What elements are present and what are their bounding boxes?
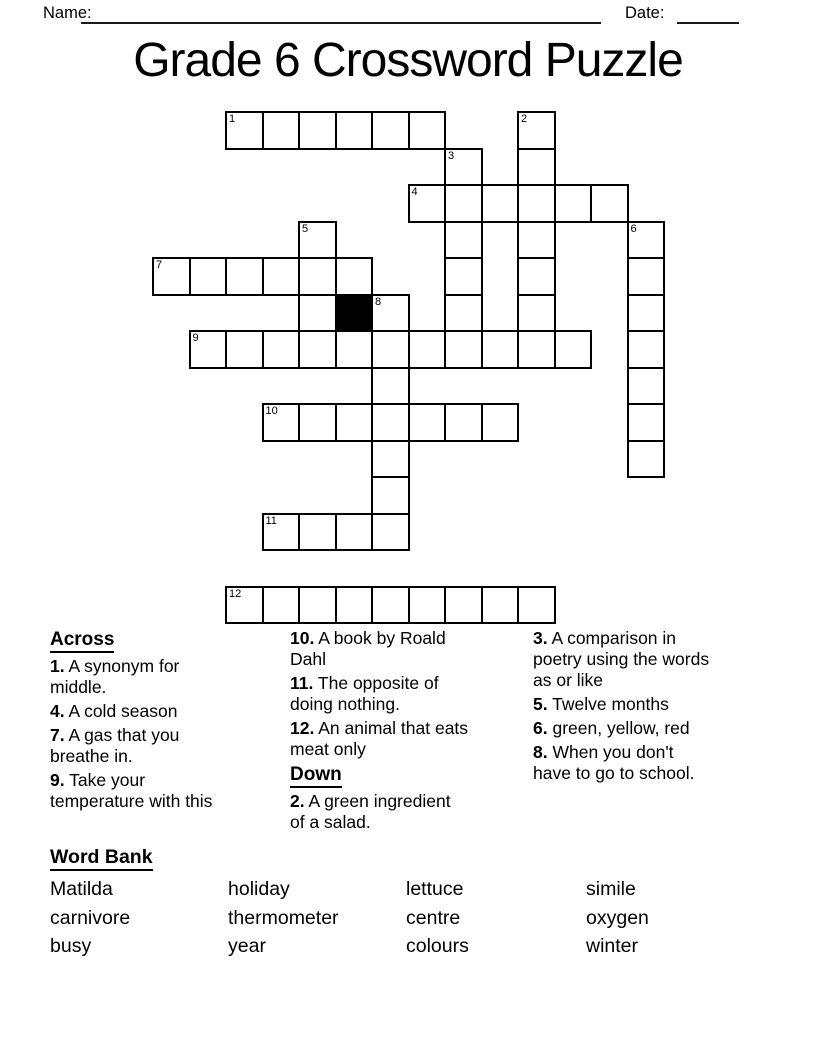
date-blank-line[interactable] [677, 0, 739, 24]
grid-cell[interactable] [627, 330, 666, 369]
grid-cell[interactable] [262, 403, 301, 442]
clue-1: 1. A synonym for middle. [50, 656, 180, 697]
word-bank-heading-text: Word Bank [50, 846, 153, 871]
clue-8: 8. When you don't have to go to school. [533, 742, 695, 783]
grid-cell[interactable] [298, 111, 337, 150]
page-title: Grade 6 Crossword Puzzle [133, 34, 683, 87]
clues-heading-across: Across [50, 628, 286, 651]
clue-11: 11. The opposite of doing nothing. [290, 673, 439, 714]
grid-cell[interactable] [517, 221, 556, 260]
clue-7: 7. A gas that you breathe in. [50, 725, 180, 766]
date-label: Date: [625, 4, 665, 22]
grid-cell[interactable] [627, 367, 666, 406]
grid-cell[interactable] [371, 403, 410, 442]
grid-cell[interactable] [408, 184, 447, 223]
grid-cell[interactable] [444, 221, 483, 260]
clues-column-2 [290, 628, 536, 836]
clue-5: 5. Twelve months [533, 694, 669, 714]
grid-cell[interactable] [298, 586, 337, 625]
word-bank-word: winter [586, 935, 639, 957]
grid-cell[interactable] [408, 111, 447, 150]
cell-number: 10 [265, 405, 278, 417]
grid-cell[interactable] [517, 294, 556, 333]
grid-cell[interactable] [371, 440, 410, 479]
word-bank-word: simile [586, 878, 636, 900]
grid-cell[interactable] [517, 330, 556, 369]
grid-cell[interactable] [627, 294, 666, 333]
blocked-cell [335, 294, 374, 333]
grid-cell[interactable] [225, 330, 264, 369]
grid-cell[interactable] [408, 330, 447, 369]
grid-cell[interactable] [371, 586, 410, 625]
grid-cell[interactable] [298, 513, 337, 552]
cell-number: 2 [521, 113, 528, 125]
word-bank [50, 846, 766, 961]
clue-10: 10. A book by Roald Dahl [290, 628, 446, 669]
grid-cell[interactable] [627, 440, 666, 479]
word-bank-grid [50, 875, 766, 961]
word-bank-word: lettuce [406, 878, 464, 900]
grid-cell[interactable] [517, 184, 556, 223]
grid-cell[interactable] [627, 257, 666, 296]
cell-number: 3 [448, 149, 455, 162]
grid-cell[interactable] [335, 111, 374, 150]
name-label: Name: [43, 4, 92, 22]
grid-cell[interactable] [152, 257, 191, 296]
grid-cell[interactable] [262, 330, 301, 369]
word-bank-word: holiday [228, 878, 290, 900]
grid-cell[interactable] [298, 403, 337, 442]
grid-cell[interactable] [627, 221, 666, 260]
cell-number: 7 [156, 259, 163, 271]
word-bank-word: busy [50, 935, 92, 957]
clue-2: 2. A green ingredient of a salad. [290, 791, 451, 832]
grid-cell[interactable] [517, 111, 556, 150]
grid-cell[interactable] [335, 403, 374, 442]
grid-cell[interactable] [444, 294, 483, 333]
grid-cell[interactable] [335, 257, 374, 296]
grid-cell[interactable] [371, 294, 410, 333]
grid-cell[interactable] [444, 330, 483, 369]
grid-cell[interactable] [225, 586, 264, 625]
grid-cell[interactable] [335, 586, 374, 625]
clue-4: 4. A cold season [50, 701, 178, 721]
clues-column-1 [50, 628, 286, 815]
clue-12: 12. An animal that eats meat only [290, 718, 469, 759]
cell-number: 4 [411, 186, 418, 198]
grid-cell[interactable] [262, 586, 301, 625]
cell-number: 5 [302, 222, 309, 235]
grid-cell[interactable] [481, 330, 520, 369]
cell-number: 6 [630, 222, 637, 235]
grid-cell[interactable] [590, 184, 629, 223]
grid-cell[interactable] [627, 403, 666, 442]
name-blank-line[interactable] [81, 0, 601, 24]
grid-cell[interactable] [444, 257, 483, 296]
grid-cell[interactable] [444, 586, 483, 625]
cell-number: 9 [192, 332, 199, 344]
clues-column-3 [533, 628, 773, 787]
cell-number: 12 [229, 587, 242, 600]
grid-cell[interactable] [371, 513, 410, 552]
grid-cell[interactable] [189, 330, 228, 369]
cell-number: 8 [375, 295, 382, 308]
grid-cell[interactable] [371, 111, 410, 150]
grid-cell[interactable] [444, 184, 483, 223]
word-bank-word: oxygen [586, 906, 649, 929]
clues-heading-down: Down [290, 763, 536, 786]
grid-cell[interactable] [335, 330, 374, 369]
grid-cell[interactable] [444, 403, 483, 442]
grid-cell[interactable] [517, 257, 556, 296]
clue-6: 6. green, yellow, red [533, 718, 690, 738]
grid-cell[interactable] [481, 586, 520, 625]
word-bank-word: thermometer [228, 906, 339, 929]
grid-cell[interactable] [554, 330, 593, 369]
word-bank-word: carnivore [50, 906, 131, 929]
clue-9: 9. Take your temperature with this [50, 770, 213, 811]
grid-cell[interactable] [298, 221, 337, 260]
grid-cell[interactable] [444, 148, 483, 187]
grid-cell[interactable] [371, 330, 410, 369]
grid-cell[interactable] [517, 586, 556, 625]
grid-cell[interactable] [298, 257, 337, 296]
grid-cell[interactable] [371, 367, 410, 406]
grid-cell[interactable] [335, 513, 374, 552]
clue-3: 3. A comparison in poetry using the words as or like [533, 628, 710, 690]
grid-cell[interactable] [262, 257, 301, 296]
cell-number: 1 [229, 113, 236, 125]
word-bank-word: colours [406, 935, 469, 957]
grid-cell[interactable] [225, 111, 264, 150]
word-bank-word: year [228, 935, 266, 957]
grid-cell[interactable] [517, 148, 556, 187]
grid-cell[interactable] [298, 294, 337, 333]
cell-number: 11 [265, 514, 277, 527]
grid-cell[interactable] [481, 403, 520, 442]
grid-cell[interactable] [262, 513, 301, 552]
word-bank-word: Matilda [50, 878, 113, 900]
grid-cell[interactable] [225, 257, 264, 296]
word-bank-word: centre [406, 906, 461, 929]
grid-cell[interactable] [262, 111, 301, 150]
grid-cell[interactable] [481, 184, 520, 223]
grid-cell[interactable] [298, 330, 337, 369]
grid-cell[interactable] [371, 476, 410, 515]
word-bank-heading [50, 846, 766, 869]
grid-cell[interactable] [408, 586, 447, 625]
grid-cell[interactable] [189, 257, 228, 296]
grid-cell[interactable] [554, 184, 593, 223]
crossword-grid [152, 111, 666, 625]
grid-cell[interactable] [408, 403, 447, 442]
